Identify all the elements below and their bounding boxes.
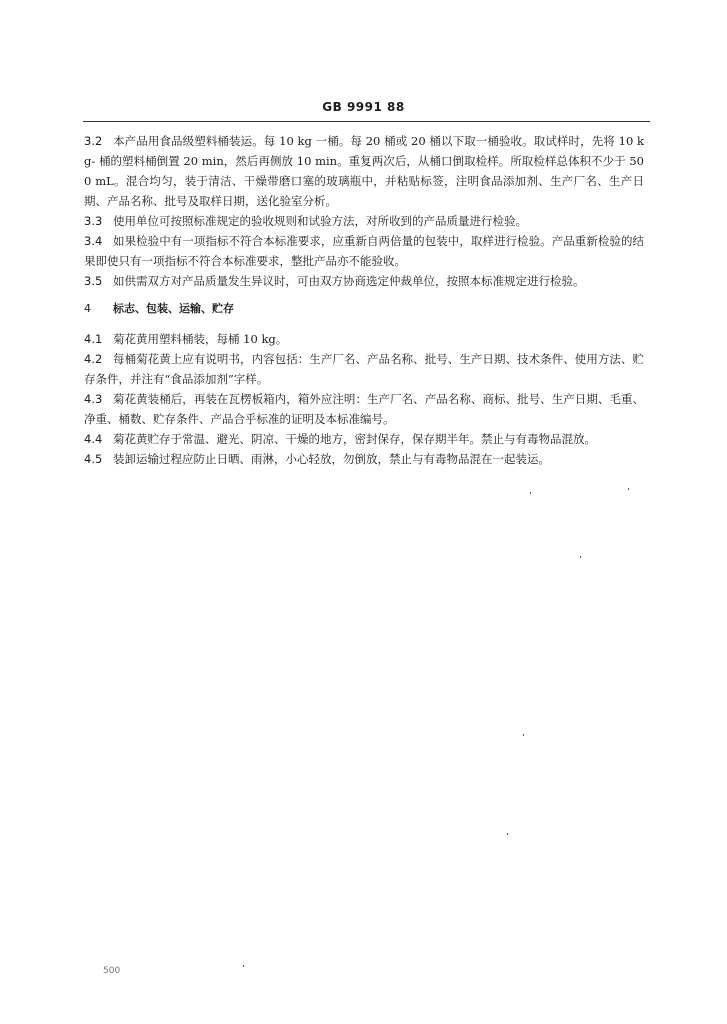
scan-speck bbox=[523, 734, 524, 736]
clause-number: 4.3 bbox=[84, 392, 103, 406]
clause-text: 本产品用食品级塑料桶装运。每 10 kg 一桶。每 20 桶或 20 桶以下取一桶验收。取试样时，先将 10 kg- 桶的塑料桶倒置 20 min，然后再侧放 10 min。重复两次后，从桶口倒取检样。所取检样总体积不少于 500 mL。混合均匀，装于清洁、干燥带磨口塞的玻璃瓶中，并粘贴标签，注明食品添加剂、生产厂名、生产日期、产品名称、批号及取样日期，送化验室分析。 bbox=[84, 134, 644, 208]
clause-text: 装卸运输过程应防止日晒、雨淋，小心轻放，勿倒放，禁止与有毒物品混在一起装运。 bbox=[113, 452, 550, 466]
clause-4-4 bbox=[84, 429, 644, 449]
clause-text: 菊花黄贮存于常温、避光、阴凉、干燥的地方，密封保存，保存期半年。禁止与有毒物品混放。 bbox=[113, 432, 596, 446]
scan-speck bbox=[530, 492, 531, 494]
clause-number: 4.5 bbox=[84, 452, 103, 466]
standard-code-header: GB 9991 88 bbox=[322, 100, 405, 114]
clause-number: 4.1 bbox=[84, 332, 103, 346]
clause-number: 4.4 bbox=[84, 432, 103, 446]
clause-number: 3.5 bbox=[84, 274, 103, 288]
section-4-heading bbox=[84, 299, 644, 319]
clause-4-5 bbox=[84, 449, 644, 469]
clause-4-2 bbox=[84, 349, 644, 389]
clause-text: 菊花黄装桶后，再装在瓦楞板箱内，箱外应注明：生产厂名、产品名称、商标、批号、生产日期、毛重、净重、桶数、贮存条件、产品合乎标准的证明及本标准编号。 bbox=[84, 392, 644, 426]
clause-3-4 bbox=[84, 231, 644, 271]
clause-text: 每桶菊花黄上应有说明书，内容包括：生产厂名、产品名称、批号、生产日期、技术条件、使用方法、贮存条件，并注有“食品添加剂”字样。 bbox=[84, 352, 644, 386]
section-title: 标志、包装、运输、贮存 bbox=[113, 302, 234, 315]
clause-text: 如供需双方对产品质量发生异议时，可由双方协商选定仲裁单位，按照本标准规定进行检验。 bbox=[113, 274, 585, 288]
clause-3-2 bbox=[84, 131, 644, 211]
clause-3-3 bbox=[84, 211, 644, 231]
section-number: 4 bbox=[84, 302, 91, 315]
header-divider bbox=[83, 121, 650, 122]
clause-text: 如果检验中有一项指标不符合本标准要求，应重新自两倍量的包装中，取样进行检验。产品重新检验的结果即使只有一项指标不符合本标准要求，整批产品亦不能验收。 bbox=[84, 234, 644, 268]
clause-text: 使用单位可按照标准规定的验收规则和试验方法，对所收到的产品质量进行检验。 bbox=[113, 214, 527, 228]
scan-speck bbox=[580, 556, 581, 558]
clause-4-3 bbox=[84, 389, 644, 429]
page-number: 500 bbox=[103, 966, 121, 976]
clause-number: 3.2 bbox=[84, 134, 103, 148]
clause-text: 菊花黄用塑料桶装，每桶 10 kg。 bbox=[113, 332, 288, 346]
scan-speck bbox=[507, 833, 508, 835]
clause-3-5 bbox=[84, 271, 644, 291]
scan-speck bbox=[243, 965, 244, 967]
clause-number: 3.4 bbox=[84, 234, 103, 248]
clause-number: 3.3 bbox=[84, 214, 103, 228]
document-body bbox=[84, 131, 644, 469]
scan-speck bbox=[628, 488, 629, 490]
clause-number: 4.2 bbox=[84, 352, 103, 366]
clause-4-1 bbox=[84, 329, 644, 349]
